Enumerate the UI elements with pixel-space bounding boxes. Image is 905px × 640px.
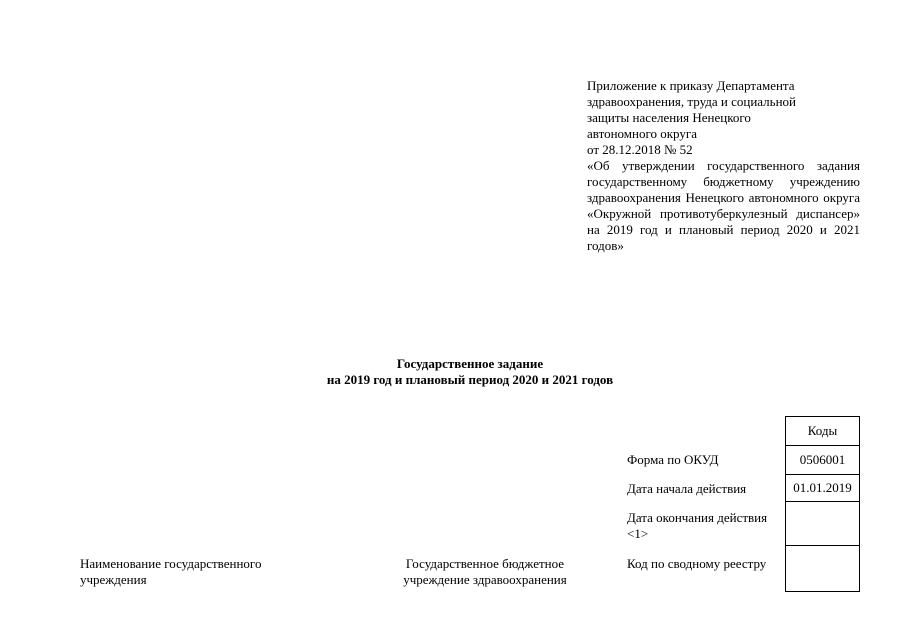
end-date-label: Дата окончания действия <1> [627,510,768,541]
start-date-value: 01.01.2019 [786,475,860,502]
end-date-value [786,502,860,546]
appendix-line-1: Приложение к приказу Департамента [587,78,795,93]
form-okud-value: 0506001 [786,446,860,475]
institution-name-label: Наименование государственного учреждения [80,556,262,587]
form-okud-label: Форма по ОКУД [627,452,719,467]
document-title [230,356,710,388]
order-date: от 28.12.2018 № 52 [587,142,693,157]
start-date-label: Дата начала действия [627,481,747,496]
registry-code-value [786,546,860,592]
appendix-header [587,78,860,254]
codes-table [785,416,860,592]
title-line-1: Государственное задание [396,356,544,371]
appendix-line-2: здравоохранения, труда и социальной [587,94,796,109]
title-line-2: на 2019 год и плановый период 2020 и 2021 годов [326,372,614,387]
order-subject: «Об утверждении государственного задания государственному бюджетному учреждению здравоохранения Ненецкого автономного округа «Окружной противотуберкулезный диспансер» на 2019 год и плановый период 2020 и 2021 годов» [587,158,860,253]
appendix-line-4: автономного округа [587,126,697,141]
institution-name-value: Государственное бюджетное учреждение здравоохранения [403,556,567,587]
codes-header: Коды [786,417,860,446]
appendix-line-3: защиты населения Ненецкого [587,110,751,125]
registry-code-label: Код по сводному реестру [627,556,767,571]
